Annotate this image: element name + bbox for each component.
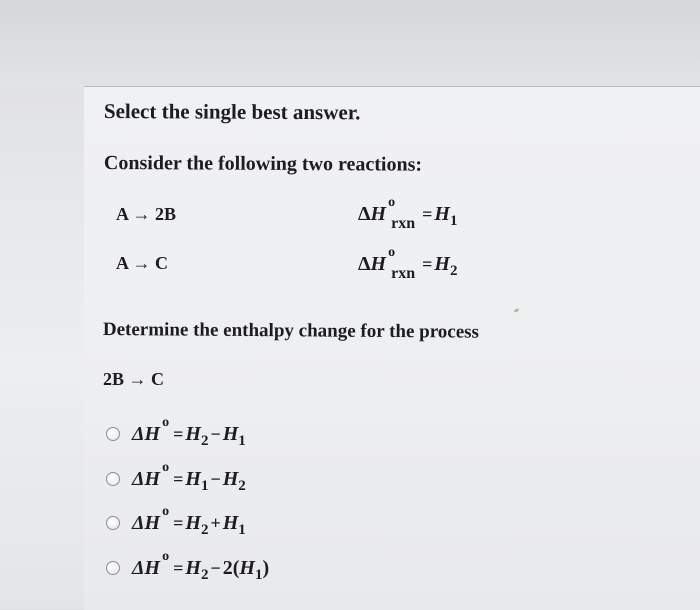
term-b-subscript: 1	[254, 566, 263, 583]
term-b-suffix: )	[262, 556, 270, 579]
equals-sign: =	[173, 468, 184, 489]
equals-sign: =	[422, 254, 433, 274]
term-b-subscript: 1	[238, 432, 246, 449]
reaction-1-enthalpy	[358, 195, 458, 232]
radio-button[interactable]	[106, 516, 120, 530]
answer-choice-2[interactable]	[106, 459, 246, 494]
background-top	[0, 0, 700, 88]
choice-4-formula[interactable]	[132, 548, 270, 583]
term-a-variable: H	[185, 556, 201, 579]
choice-2-formula[interactable]	[132, 459, 246, 494]
rxn-subscript: rxn	[391, 215, 416, 232]
instruction-text: Select the single best answer.	[103, 99, 361, 125]
operator: −	[210, 423, 221, 444]
rhs-subscript: 2	[449, 263, 458, 279]
equals-sign: =	[173, 512, 184, 533]
choice-3-formula[interactable]	[132, 503, 246, 538]
standard-state-symbol: o	[388, 245, 396, 260]
answer-choice-1[interactable]	[106, 414, 246, 449]
standard-state-symbol: o	[162, 459, 170, 475]
rhs-variable: H	[434, 203, 450, 225]
operator: +	[210, 512, 221, 533]
delta-symbol: Δ	[358, 203, 371, 225]
rhs-subscript: 1	[449, 213, 458, 229]
screen-speck	[514, 308, 520, 313]
term-a-subscript: 2	[200, 432, 209, 449]
lhs-delta-h: ΔH	[132, 467, 161, 490]
choice-1-formula[interactable]	[132, 414, 246, 449]
reaction-2-enthalpy	[358, 245, 458, 282]
term-a-subscript: 1	[200, 477, 209, 494]
question-text: Determine the enthalpy change for the process	[102, 319, 480, 343]
lhs-delta-h: ΔH	[132, 422, 161, 445]
term-b-subscript: 1	[238, 521, 246, 538]
term-a-subscript: 2	[200, 521, 209, 538]
operator: −	[210, 468, 221, 489]
rxn-subscript: rxn	[391, 265, 416, 282]
term-b-prefix: 2(	[222, 556, 240, 579]
term-b-variable: H	[222, 467, 239, 490]
equals-sign: =	[422, 204, 433, 224]
process-equation: 2B → C	[103, 369, 165, 389]
standard-state-symbol: o	[162, 548, 170, 564]
term-b-variable: H	[222, 422, 239, 445]
delta-symbol: Δ	[358, 253, 371, 275]
radio-button[interactable]	[106, 472, 120, 486]
equals-sign: =	[173, 423, 184, 444]
equals-sign: =	[173, 557, 184, 578]
rhs-variable: H	[434, 253, 450, 275]
answer-choice-4[interactable]	[106, 548, 270, 583]
enthalpy-variable: H	[370, 203, 387, 225]
lhs-delta-h: ΔH	[132, 511, 161, 534]
term-b-variable: H	[239, 556, 255, 579]
term-a-variable: H	[185, 422, 201, 445]
standard-state-symbol: o	[162, 503, 170, 519]
reaction-1-equation: A → 2B	[116, 204, 177, 224]
term-b-subscript: 2	[238, 477, 246, 494]
term-b-variable: H	[222, 511, 239, 534]
term-a-variable: H	[185, 511, 201, 534]
term-a-subscript: 2	[200, 566, 209, 583]
enthalpy-variable: H	[370, 253, 387, 275]
standard-state-symbol: o	[162, 414, 170, 430]
lhs-delta-h: ΔH	[132, 556, 161, 579]
operator: −	[210, 557, 221, 578]
question-panel	[84, 86, 700, 610]
reaction-2-equation: A → C	[116, 253, 169, 273]
term-a-variable: H	[185, 467, 201, 490]
radio-button[interactable]	[106, 561, 120, 575]
answer-choice-3[interactable]	[106, 503, 246, 538]
prompt-text: Consider the following two reactions:	[103, 152, 423, 176]
standard-state-symbol: o	[388, 195, 396, 210]
radio-button[interactable]	[106, 427, 120, 441]
